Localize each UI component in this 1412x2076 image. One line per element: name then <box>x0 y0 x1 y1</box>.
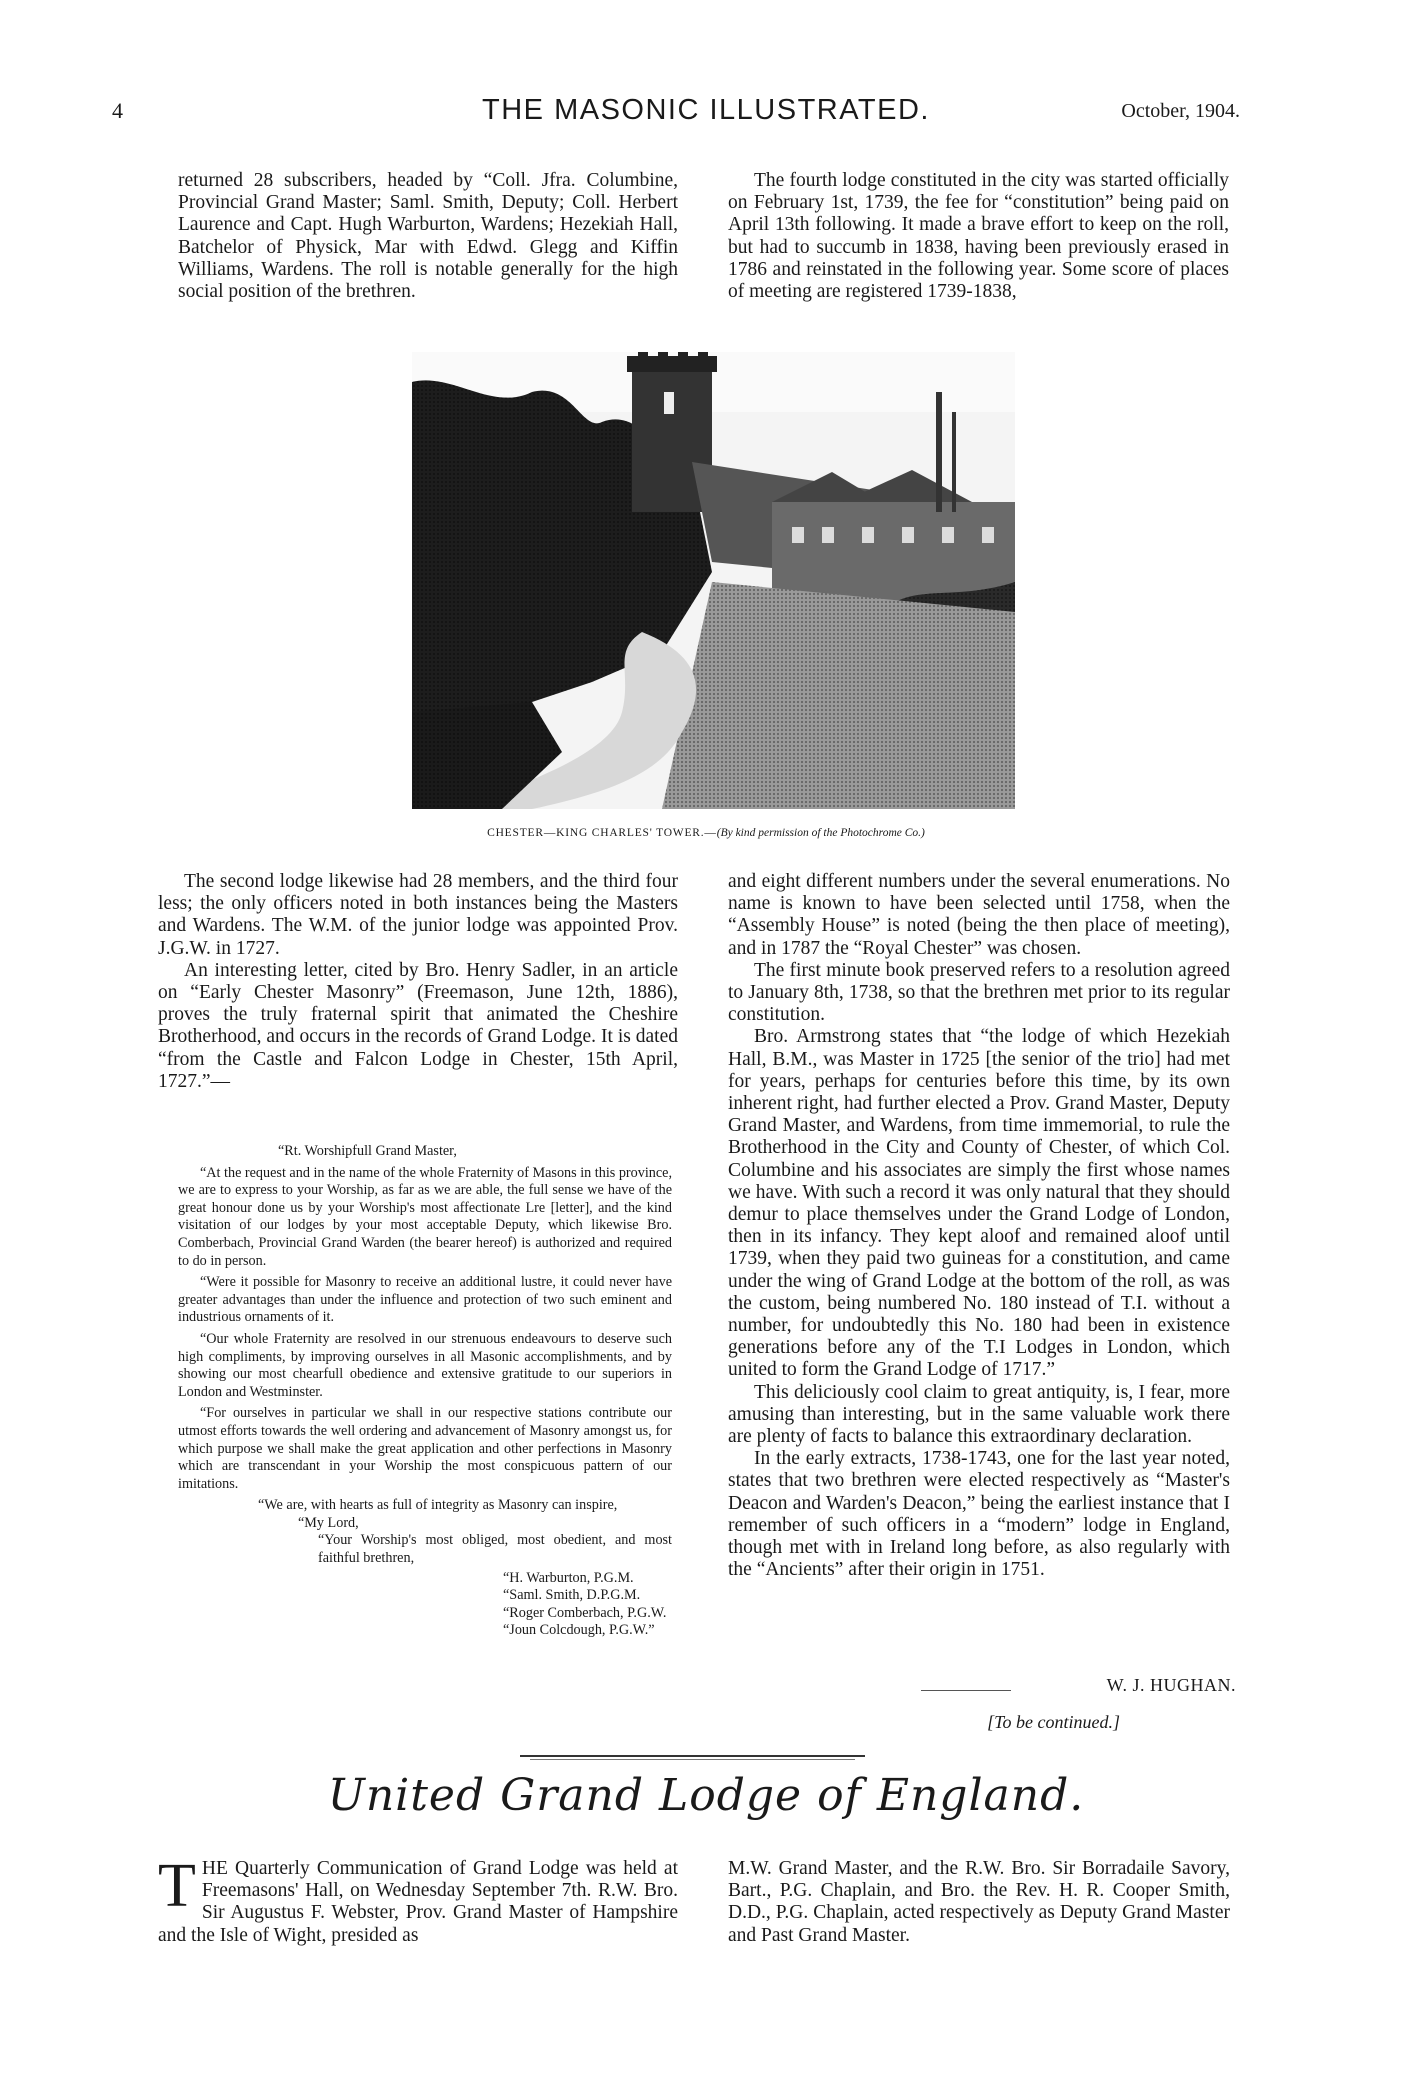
letter-paragraph-3: “Our whole Fraternity are resolved in our strenuous endeavours to deserve such high compliments, by improving ourselves in all Masonic accomplishments, and by showing our most chearfull obedience and extensive gratitude to our superiors in London and Westminster. <box>178 1330 672 1400</box>
drop-cap: T <box>158 1852 196 1920</box>
top-left-column <box>178 170 678 303</box>
letter-paragraph-2: “Were it possible for Masonry to receive an additional lustre, it could never have greater advantages than under the influence and protection of two such eminent and industrious ornaments of it. <box>178 1274 672 1326</box>
letter-signature-1: “H. Warburton, P.G.M. <box>503 1569 634 1586</box>
publication-title: THE MASONIC ILLUSTRATED. <box>482 94 930 126</box>
right-column <box>728 871 1230 1582</box>
caption-credit: (By kind permission of the Photochrome Co.) <box>716 827 925 839</box>
letter-closing-1: “We are, with hearts as full of integrity as Masonry can inspire, <box>258 1497 618 1514</box>
right-paragraph-5: In the early extracts, 1738-1743, one for the last year noted, states that two brethren were elected respectively as “Master's Deacon and Warden's Deacon,” being the earliest instance that I remember of such officers in a “modern” lodge in England, though met with in Ireland long before, as also regularly with the “Ancients” after their origin in 1751. <box>728 1448 1230 1581</box>
top-right-column <box>728 170 1229 303</box>
to-be-continued: [To be continued.] <box>987 1712 1120 1732</box>
section-left-text: HE Quarterly Communication of Grand Lodge was held at Freemasons' Hall, on Wednesday September 7th. R.W. Bro. Sir Augustus F. Webster, Prov. Grand Master of Hampshire and the Isle of Wight, presided as <box>158 1858 678 1946</box>
right-paragraph-4: This deliciously cool claim to great antiquity, is, I fear, more amusing than interesting, but in the same valuable work there are plenty of facts to balance this extraordinary declaration. <box>728 1381 1230 1448</box>
page-number: 4 <box>112 98 123 123</box>
letter-signature-2: “Saml. Smith, D.P.G.M. <box>503 1587 641 1604</box>
short-rule <box>921 1690 1011 1691</box>
quoted-letter <box>178 1143 672 1640</box>
left-column <box>158 871 678 1093</box>
tower-photograph <box>412 352 1015 809</box>
author-signature: W. J. HUGHAN. <box>1106 1675 1236 1695</box>
top-right-paragraph: The fourth lodge constituted in the city was started officially on February 1st, 1739, the fee for “constitution” being paid on April 13th following. It made a brave effort to keep on the roll, but had to succumb in 1838, having been previously erased in 1786 and reinstated in the following year. Some score of places of meeting are registered 1739-1838, <box>728 170 1229 303</box>
photo-caption <box>0 827 1412 839</box>
section-left-column <box>158 1852 678 1947</box>
top-left-paragraph: returned 28 subscribers, headed by “Coll. Jfra. Columbine, Provincial Grand Master; Saml. Smith, Deputy; Coll. Herbert Laurence and Capt. Hugh Warburton, Wardens; Hezekiah Hall, Batchelor of Physick, Mar with Edwd. Glegg and Kiffin Williams, Wardens. The roll is notable generally for the high social position of the brethren. <box>178 170 678 303</box>
letter-signature-4: “Joun Colcdough, P.G.W.” <box>503 1622 655 1639</box>
left-paragraph-2: An interesting letter, cited by Bro. Henry Sadler, in an article on “Early Chester Masonry” (Freemason, June 12th, 1886), proves the truly fraternal spirit that animated the Cheshire Brotherhood, and occurs in the records of Grand Lodge. It is dated “from the Castle and Falcon Lodge in Chester, 15th April, 1727.”— <box>158 959 678 1092</box>
letter-paragraph-1: “At the request and in the name of the whole Fraternity of Masons in this province, we are to express to your Worship, as far as we are able, the full sense we have of the great honour done us by your Worship's most affectionate Lre [letter], and the kind visitation of our lodges by your most acceptable Deputy, which likewise Bro. Comberbach, Provincial Grand Warden (the bearer hereof) is authorized and required to do in person. <box>178 1164 673 1269</box>
right-paragraph-3: Bro. Armstrong states that “the lodge of which Hezekiah Hall, B.M., was Master in 1725 [the senior of the trio] had met for years, perhaps for centuries before this time, by its own inherent right, had further elected a Prov. Grand Master, Deputy Grand Master, and Wardens, from time immemorial, to rule the Brotherhood in the City and County of Chester, of which Col. Columbine and his associates are simply the first whose names we have. With such a record it was only natural that they should demur to place themselves under the Grand Lodge of London, then in its infancy. They kept aloof and remained aloof until 1739, when they paid two guineas for a constitution, and came under the wing of Grand Lodge at the bottom of the roll, as was the custom, being numbered No. 180 instead of T.I. without a number, for undoubtedly this No. 180 had been in existence generations before any of the T.I Lodges in London, which united to form the Grand Lodge of 1717.” <box>728 1026 1230 1381</box>
letter-closing-2: “My Lord, <box>298 1514 359 1531</box>
section-rule-thin <box>530 1759 855 1760</box>
section-heading: United Grand Lodge of England. <box>327 1770 1085 1821</box>
section-rule <box>520 1755 865 1757</box>
issue-date: October, 1904. <box>1121 100 1240 122</box>
letter-paragraph-4: “For ourselves in particular we shall in our respective stations contribute our utmost efforts towards the well ordering and advancement of Masonry amongst us, for which purpose we shall make the great application and other perfections in Masonry which are transcendant in your Worship the most conspicuous pattern of our imitations. <box>178 1405 672 1492</box>
right-paragraph-2: The first minute book preserved refers to a resolution agreed to January 8th, 1738, so that the brethren met prior to its regular constitution. <box>728 959 1230 1026</box>
letter-closing-3: “Your Worship's most obliged, most obedient, and most faithful brethren, <box>318 1532 672 1567</box>
letter-salutation: “Rt. Worshipfull Grand Master, <box>278 1143 457 1159</box>
caption-main: CHESTER—KING CHARLES' TOWER.— <box>487 827 717 839</box>
section-right-text: M.W. Grand Master, and the R.W. Bro. Sir Borradaile Savory, Bart., P.G. Chaplain, and Bro. the Rev. H. R. Cooper Smith, D.D., P.G. Chaplain, acted respectively as Deputy Grand Master and Past Grand Master. <box>728 1858 1230 1946</box>
right-paragraph-1: and eight different numbers under the several enumerations. No name is known to have been selected until 1758, when the “Assembly House” is noted (being the then place of meeting), and in 1787 the “Royal Chester” was chosen. <box>728 871 1230 959</box>
letter-signature-3: “Roger Comberbach, P.G.W. <box>503 1604 667 1621</box>
section-right-column <box>728 1858 1230 1947</box>
left-paragraph-1: The second lodge likewise had 28 members, and the third four less; the only officers noted in both instances being the Masters and Wardens. The W.M. of the junior lodge was appointed Prov. J.G.W. in 1727. <box>158 871 678 959</box>
